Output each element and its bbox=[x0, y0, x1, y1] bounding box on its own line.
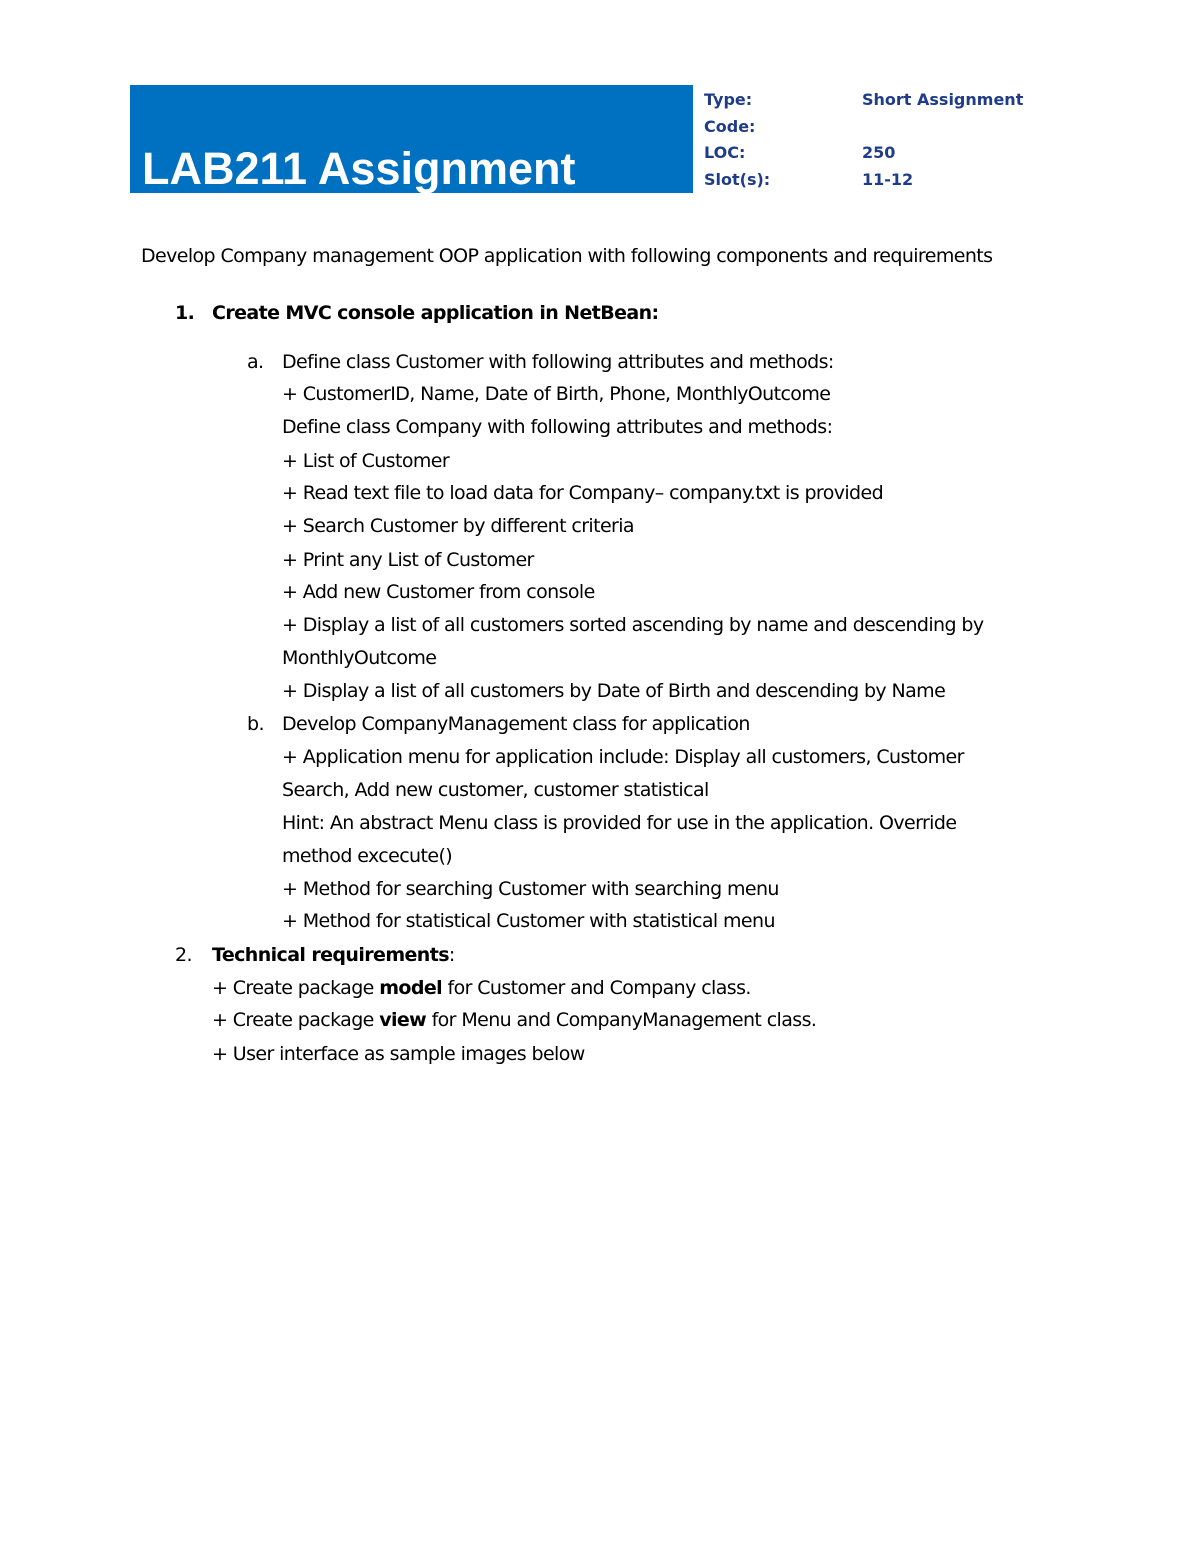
section-2-title: Technical requirements bbox=[212, 944, 449, 966]
list-line: + Application menu for application include: Display all customers, Customer bbox=[282, 746, 964, 768]
meta-type-row bbox=[704, 88, 1023, 115]
meta-value: Short Assignment bbox=[862, 90, 1024, 109]
list-line: Develop CompanyManagement class for application bbox=[282, 713, 750, 735]
section-2-colon: : bbox=[448, 944, 455, 966]
list-line: + Method for searching Customer with searching menu bbox=[282, 878, 779, 900]
requirement-text: + User interface as sample images below bbox=[212, 1043, 585, 1065]
requirement-text: + Create package bbox=[212, 977, 380, 999]
requirement-line bbox=[212, 1042, 585, 1066]
meta-label: LOC: bbox=[704, 143, 746, 162]
requirement-text: for Customer and Company class. bbox=[442, 977, 751, 999]
title-banner bbox=[130, 85, 693, 193]
document-title: LAB211 Assignment bbox=[142, 143, 576, 194]
section-1-heading: Create MVC console application in NetBean: bbox=[212, 302, 659, 324]
package-name: view bbox=[379, 1009, 427, 1031]
list-line: Search, Add new customer, customer statistical bbox=[282, 779, 709, 801]
list-line: + Add new Customer from console bbox=[282, 581, 595, 603]
list-line: Hint: An abstract Menu class is provided for use in the application. Override bbox=[282, 812, 957, 834]
list-line: + Method for statistical Customer with statistical menu bbox=[282, 910, 775, 932]
meta-value: 250 bbox=[862, 143, 896, 162]
list-number: 1. bbox=[175, 302, 195, 324]
intro-paragraph: Develop Company management OOP application with following components and requirements bbox=[141, 245, 993, 267]
meta-loc-row bbox=[704, 141, 1023, 168]
requirement-text: for Menu and CompanyManagement class. bbox=[426, 1009, 817, 1031]
requirement-line bbox=[212, 1008, 816, 1032]
section-2-heading bbox=[212, 943, 455, 967]
meta-label: Type: bbox=[704, 90, 753, 109]
assignment-meta bbox=[704, 88, 1023, 194]
requirement-text: + Create package bbox=[212, 1009, 380, 1031]
list-line: method excecute() bbox=[282, 845, 453, 867]
meta-value: 11-12 bbox=[862, 169, 914, 189]
meta-label: Slot(s): bbox=[704, 169, 771, 189]
list-line: + CustomerID, Name, Date of Birth, Phone, MonthlyOutcome bbox=[282, 383, 831, 405]
list-line: Define class Company with following attributes and methods: bbox=[282, 416, 833, 438]
package-name: model bbox=[379, 977, 443, 999]
list-line: + Print any List of Customer bbox=[282, 549, 534, 571]
meta-label: Code: bbox=[704, 116, 756, 136]
list-line: MonthlyOutcome bbox=[282, 647, 437, 669]
list-letter: b. bbox=[247, 713, 264, 735]
requirement-line bbox=[212, 976, 751, 1000]
list-letter: a. bbox=[247, 351, 264, 373]
list-line: Define class Customer with following attributes and methods: bbox=[282, 351, 834, 373]
list-line: + Read text file to load data for Company– company.txt is provided bbox=[282, 482, 884, 504]
list-line: + Display a list of all customers sorted ascending by name and descending by bbox=[282, 614, 984, 636]
list-line: + Search Customer by different criteria bbox=[282, 515, 634, 537]
meta-slots-row bbox=[704, 168, 1023, 195]
list-number: 2. bbox=[175, 944, 192, 966]
list-line: + List of Customer bbox=[282, 450, 450, 472]
meta-code-row bbox=[704, 115, 1023, 142]
list-line: + Display a list of all customers by Date of Birth and descending by Name bbox=[282, 680, 946, 702]
